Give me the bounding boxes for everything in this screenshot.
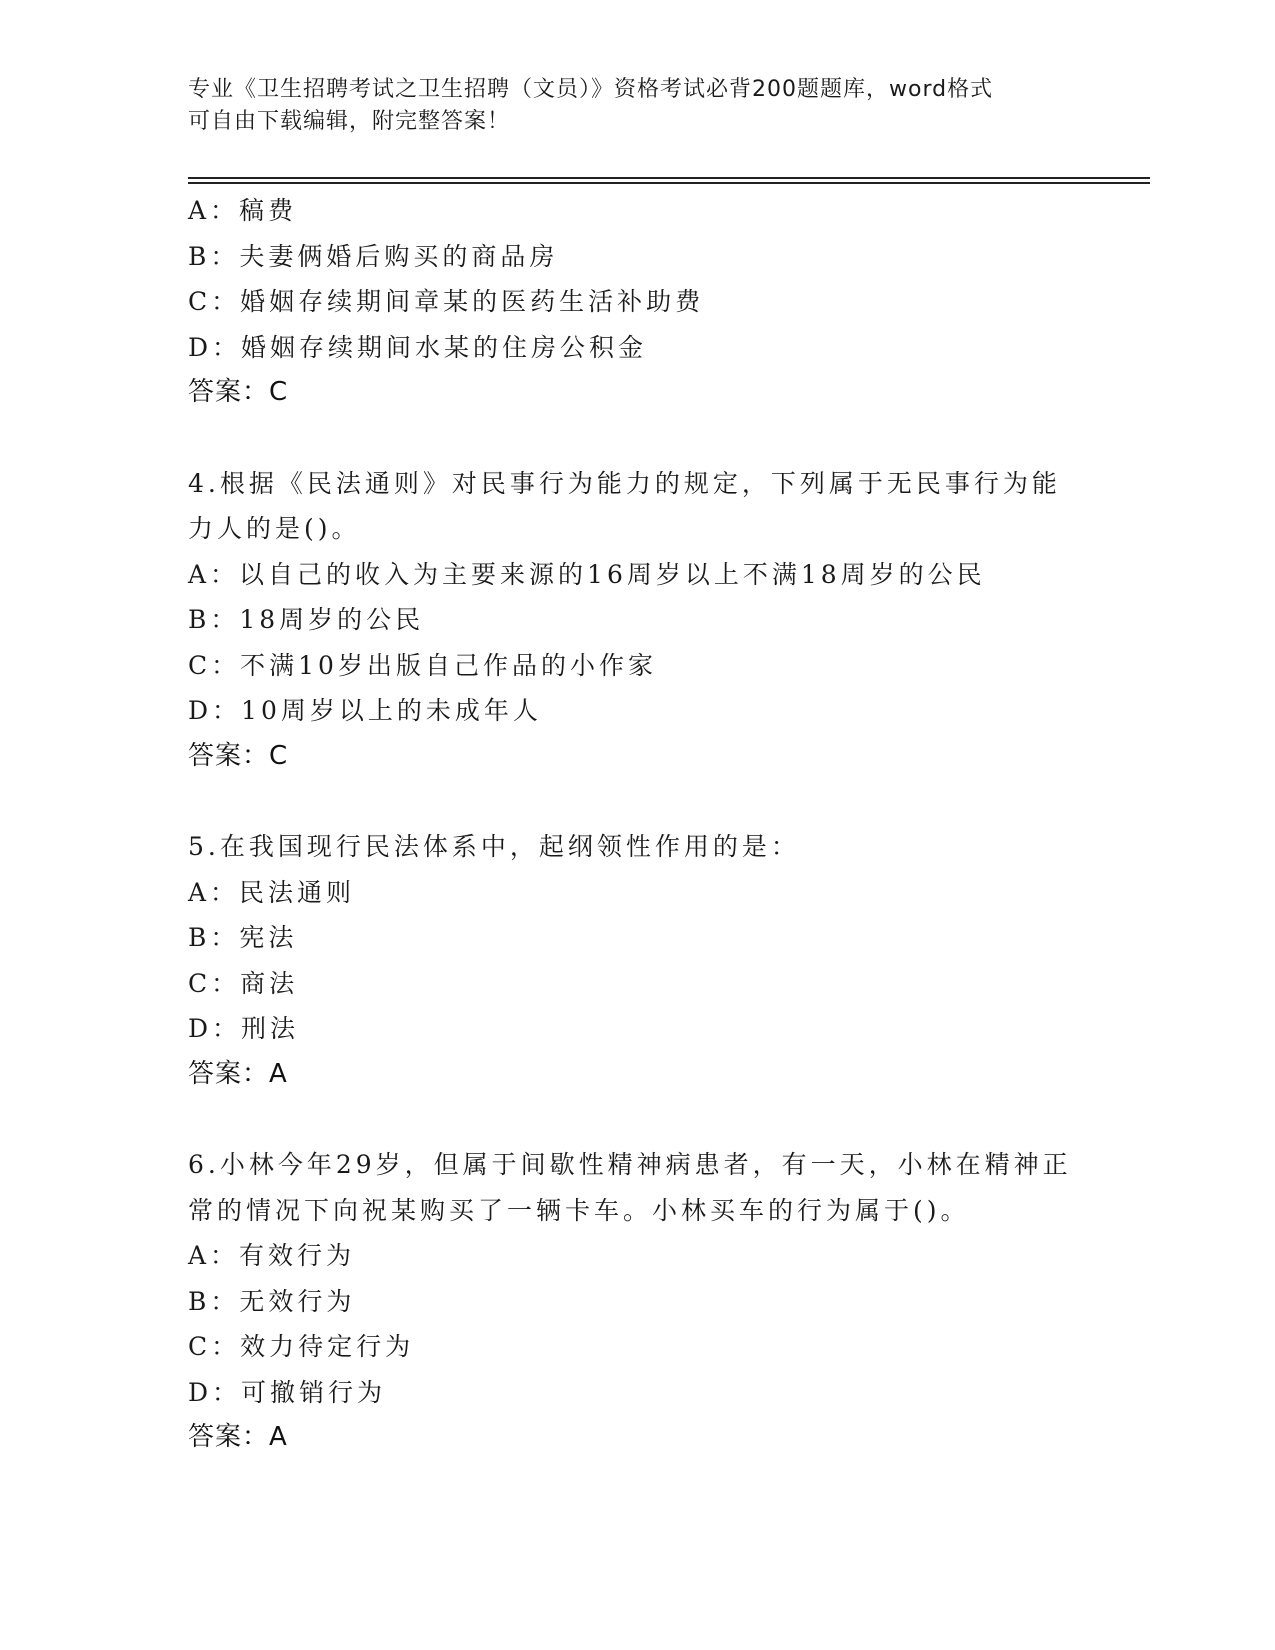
option-b: B：无效行为 [188, 1286, 356, 1316]
spacer [188, 1097, 1088, 1142]
header-title-line-1: 专业《卫生招聘考试之卫生招聘（文员）》资格考试必背200题题库，word格式 [188, 77, 994, 102]
option-d: D：刑法 [188, 1014, 300, 1043]
answer-line: 答案：C [188, 377, 289, 407]
option-c: C：商法 [188, 968, 299, 998]
answer-line: 答案：A [188, 1058, 288, 1089]
spacer [188, 779, 1088, 824]
option-a: A：稿费 [188, 196, 298, 225]
header-title-line-2: 可自由下载编辑，附完整答案！ [188, 109, 511, 134]
option-b: B：夫妻俩婚后购买的商品房 [188, 241, 559, 271]
answer-line: 答案：A [188, 1422, 288, 1452]
option-b: B：18周岁的公民 [188, 605, 425, 634]
question-3 [188, 188, 1088, 416]
question-list [188, 188, 1088, 1461]
question-5 [188, 824, 1088, 1097]
question-6 [188, 1142, 1088, 1461]
document-header [188, 74, 1088, 138]
question-stem-line-2: 常的情况下向祝某购买了一辆卡车。小林买车的行为属于()。 [188, 1195, 970, 1225]
option-c: C：效力待定行为 [188, 1332, 415, 1361]
option-a: A：民法通则 [188, 877, 356, 907]
option-b: B：宪法 [188, 923, 298, 952]
option-c: C：婚姻存续期间章某的医药生活补助费 [188, 287, 705, 316]
question-stem-line-1: 6.小林今年29岁，但属于间歇性精神病患者，有一天，小林在精神正 [188, 1150, 1072, 1179]
option-d: D：10周岁以上的未成年人 [188, 696, 542, 725]
header-divider-top [188, 177, 1150, 179]
question-4 [188, 461, 1088, 780]
option-d: D：婚姻存续期间水某的住房公积金 [188, 332, 648, 362]
option-d: D：可撤销行为 [188, 1377, 387, 1407]
answer-line: 答案：C [188, 740, 289, 771]
option-a: A：有效行为 [188, 1241, 356, 1270]
question-stem-line-2: 力人的是()。 [188, 514, 361, 543]
question-stem-line-1: 4.根据《民法通则》对民事行为能力的规定，下列属于无民事行为能 [188, 468, 1061, 498]
option-a: A：以自己的收入为主要来源的16周岁以上不满18周岁的公民 [188, 559, 986, 589]
question-stem-line-1: 5.在我国现行民法体系中，起纲领性作用的是： [188, 832, 800, 861]
spacer [188, 416, 1088, 461]
option-c: C：不满10岁出版自己作品的小作家 [188, 650, 657, 680]
header-divider-bottom [188, 182, 1150, 184]
